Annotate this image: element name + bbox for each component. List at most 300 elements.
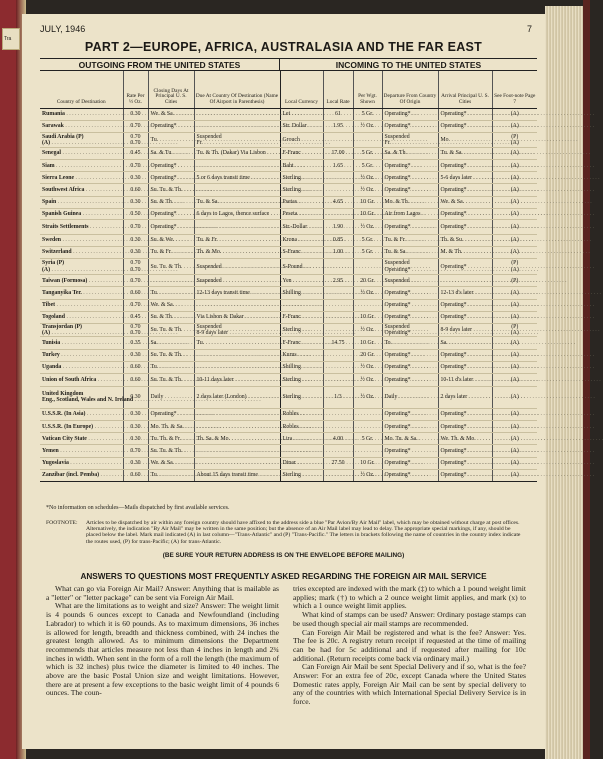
cell-departure: Air from Lagos . . . [382, 208, 438, 219]
cell-closing: Tu. Th. & Fr. . . . [148, 433, 194, 445]
cell-rate: 0.70 0.70 [123, 132, 148, 147]
cell-departure: Operating* . . . [382, 311, 438, 323]
cell-footnote: (A) [492, 421, 537, 433]
table-row [40, 408, 537, 420]
table-row [40, 132, 537, 147]
cell-departure: Operating* . . . [382, 120, 438, 132]
cell-country: Zanzibar (incl. Pemba) . . . [40, 469, 123, 481]
incoming-header: INCOMING TO THE UNITED STATES [280, 59, 537, 71]
cell-due: Suspended 8-9 days later . . . [194, 323, 280, 336]
cell-rate: 0.70 [123, 120, 148, 132]
cell-rate: 0.30 [123, 433, 148, 445]
answer-paragraph: tries excepted are indexed with the mark (‡) to which a 1 pound weight limit applies; mark (†) to which a 2 ounce weight limit applies, and mark (x) to which a 1 ounce weight limit applies. [293, 584, 526, 611]
cell-due: 12-13 days transit time . . . [194, 287, 280, 299]
cell-local-rate: 4.65 [323, 196, 353, 208]
answer-paragraph: What can go via Foreign Air Mail? Answer: Anything that is mailable as a "letter" or "letter package" can be sent via Foreign Air Mail. [46, 584, 279, 602]
cell-footnote: (A) [492, 408, 537, 420]
cell-rate: 0.45 [123, 147, 148, 159]
table-row [40, 457, 537, 469]
cell-currency: Grouch . . . [280, 132, 323, 147]
table-row [40, 120, 537, 132]
cell-arrival: 8-9 days later . . . [438, 323, 492, 336]
cell-per-wgt: 5 Gr. [353, 234, 382, 246]
cell-departure: Operating* . . . [382, 349, 438, 361]
cell-country: Spanish Guinea . . . [40, 208, 123, 219]
cell-closing: Su. Tu. & Th. . . . [148, 323, 194, 336]
cell-currency: Robles . . . [280, 421, 323, 433]
cell-country: Straits Settlements . . . [40, 219, 123, 234]
cell-currency: F-Franc . . . [280, 147, 323, 159]
cell-per-wgt: 5 Gr. [353, 147, 382, 159]
cell-closing: Operating* . . . [148, 160, 194, 172]
cell-rate: 0.60 [123, 373, 148, 386]
cell-due [194, 457, 280, 469]
cell-rate: 0.30 [123, 349, 148, 361]
cell-closing: Su. Tu. & Th. . . . [148, 184, 194, 196]
cell-arrival: 5-6 days later . . . [438, 172, 492, 184]
cell-arrival: Operating* . . . [438, 259, 492, 275]
col-currency: Local Currency [280, 71, 323, 108]
cell-arrival: Operating* . . . [438, 445, 492, 457]
cell-country: Spain . . . [40, 196, 123, 208]
cell-rate: 0.70 0.70 [123, 323, 148, 336]
cell-departure: Operating* . . . [382, 421, 438, 433]
cell-arrival: Mo. . . . [438, 132, 492, 147]
cell-closing: Operating* . . . [148, 408, 194, 420]
table-row [40, 108, 537, 120]
cell-local-rate: 1.65 [323, 160, 353, 172]
cell-closing: Operating* . . . [148, 208, 194, 219]
col-departure: Departure From Country Of Origin [382, 71, 438, 108]
cell-per-wgt: 10 Gr. [353, 457, 382, 469]
cell-closing: Operating* . . . [148, 219, 194, 234]
cell-arrival: Operating* . . . [438, 408, 492, 420]
cell-currency: Str.-Dollar . . . [280, 219, 323, 234]
cell-per-wgt: 5 Gr. [353, 433, 382, 445]
cell-arrival: Tu. & Sa. . . . [438, 147, 492, 159]
cell-rate: 0.70 [123, 445, 148, 457]
cell-closing: Tu. . . . [148, 469, 194, 481]
table-row [40, 287, 537, 299]
cell-local-rate: 1.00 [323, 247, 353, 259]
cell-currency: Str. Dollar . . . [280, 120, 323, 132]
cell-closing: Tu. . . . [148, 361, 194, 373]
cell-departure: Operating* . . . [382, 108, 438, 120]
cell-local-rate: 1.95 [323, 120, 353, 132]
cell-currency: F-Franc . . . [280, 311, 323, 323]
cell-country: U.S.S.R. (In Asia) . . . [40, 408, 123, 420]
cell-local-rate: 27.50 [323, 457, 353, 469]
cell-country: Uganda . . . [40, 361, 123, 373]
cell-footnote: (A) [492, 361, 537, 373]
cell-footnote: (A) [492, 184, 537, 196]
cell-footnote: (A) [492, 433, 537, 445]
cell-country: Sarawak . . . [40, 120, 123, 132]
page-title: PART 2—EUROPE, AFRICA, AUSTRALASIA AND THE FAR EAST [84, 40, 483, 54]
cell-closing: Su. Tu. & Th. . . . [148, 349, 194, 361]
table-row [40, 196, 537, 208]
cell-due [194, 184, 280, 196]
cell-closing: Su. Tu. & Th. . . . [148, 445, 194, 457]
cell-due [194, 361, 280, 373]
table-row [40, 311, 537, 323]
answer-paragraph: What are the limitations as to weight and size? Answer: The weight limit is 4 pounds 6 ounces except to Canada and Newfoundland (including Labrador) to which it is 60 pounds. As to maximum dimensions, 36 inches is allowed for length, breadth and thickness combined, with 24 inches the greatest length allowed. As to minimum dimensions the Department recommends that articles measure not less than 4 inches in length and 2¾ inches in width. When sent in the form of a roll the length (the maximum of which is 32 inches) plus twice the diameter is limited to 40 inches. The above are the basic Postal Union size and weight limitations. However, there are at present a few exceptions to the basic weight limit of 4 pounds 6 ounces. The coun- [46, 601, 279, 698]
return-address-note: (BE SURE YOUR RETURN ADDRESS IS ON THE ENVELOPE BEFORE MAILING) [162, 552, 405, 559]
table-row [40, 147, 537, 159]
outgoing-header: OUTGOING FROM THE UNITED STATES [40, 59, 280, 71]
cell-closing: Daily . . . [148, 386, 194, 408]
cell-closing: Tu. . . . [148, 287, 194, 299]
table-row [40, 160, 537, 172]
table-row [40, 433, 537, 445]
col-per-wgt: Per Wgt. Shown [353, 71, 382, 108]
cell-departure: Operating* . . . [382, 373, 438, 386]
cell-due: Suspended . . . [194, 259, 280, 275]
cell-due: Tu. . . . [194, 337, 280, 349]
cell-currency: Sterling . . . [280, 373, 323, 386]
cell-rate: 0.30 [123, 196, 148, 208]
col-closing: Closing Days At Principal U. S. Cities [148, 71, 194, 108]
cell-local-rate: 4.00 [323, 433, 353, 445]
cell-footnote: (A) [492, 160, 537, 172]
cell-footnote: (P) (A) [492, 132, 537, 147]
cell-closing: Sa. . . . [148, 337, 194, 349]
cell-country: U.S.S.R. (In Europe) . . . [40, 421, 123, 433]
cell-footnote: (A) [492, 208, 537, 219]
cell-rate: 0.35 [123, 337, 148, 349]
cell-rate: 0.30 [123, 457, 148, 469]
col-rate: Rate Per ½ Oz. [123, 71, 148, 108]
cell-arrival: Operating* . . . [438, 160, 492, 172]
cell-currency: Psetas . . . [280, 196, 323, 208]
cell-due [194, 445, 280, 457]
cell-due: Tu. & Fr. . . . [194, 234, 280, 246]
cell-closing: Su. & We. . . . [148, 234, 194, 246]
cell-footnote: (A) [492, 247, 537, 259]
section-headers [40, 59, 537, 71]
answers-col-right [293, 585, 526, 707]
cell-per-wgt: ½ Oz. [353, 120, 382, 132]
cell-local-rate: 1.90 [323, 219, 353, 234]
cell-footnote: (A) [492, 219, 537, 234]
cell-departure: Operating* . . . [382, 172, 438, 184]
cell-currency: Baht . . . [280, 160, 323, 172]
cell-country: Union of South Africa . . . [40, 373, 123, 386]
cell-currency [280, 445, 323, 457]
cell-closing: We. & Sa. . . . [148, 457, 194, 469]
cell-arrival: We. Th. & Mo. . . . [438, 433, 492, 445]
cell-closing: We. & Sa. . . . [148, 108, 194, 120]
cell-country: Tanganyika Ter. . . . [40, 287, 123, 299]
cell-departure: Operating* . . . [382, 184, 438, 196]
cell-arrival: Operating* . . . [438, 219, 492, 234]
cell-footnote: (A) [492, 108, 537, 120]
cell-departure: To. . . . [382, 337, 438, 349]
cell-local-rate: 1/3 [323, 386, 353, 408]
answers-title: ANSWERS TO QUESTIONS MOST FREQUENTLY ASKED REGARDING THE FOREIGN AIR MAIL SERVICE [80, 572, 487, 581]
cell-currency: Lei . . . [280, 108, 323, 120]
cell-rate: 0.60 [123, 287, 148, 299]
cell-currency: Peseta . . . [280, 208, 323, 219]
cell-rate: 0.30 [123, 386, 148, 408]
cell-footnote: (A) [492, 386, 537, 408]
cell-footnote: (A) [492, 373, 537, 386]
cell-footnote: (A) [492, 287, 537, 299]
cell-currency: Sterling . . . [280, 172, 323, 184]
cell-closing: Tu. . . . [148, 132, 194, 147]
cell-currency: Krona . . . [280, 234, 323, 246]
footnote-label: FOOTNOTE: [46, 520, 78, 526]
cell-country: Tibet . . . [40, 299, 123, 311]
cell-due [194, 219, 280, 234]
cell-currency: Robles . . . [280, 408, 323, 420]
cell-arrival: Operating* . . . [438, 184, 492, 196]
cell-footnote: (A) [492, 234, 537, 246]
cell-due: Th. Sa. & Mo. . . . [194, 433, 280, 445]
cell-country: Turkey . . . [40, 349, 123, 361]
cell-footnote: (A) [492, 299, 537, 311]
cell-arrival [438, 275, 492, 287]
table-row [40, 208, 537, 219]
cell-currency [280, 299, 323, 311]
cell-currency: S-Franc . . . [280, 247, 323, 259]
table-row [40, 386, 537, 408]
cell-arrival: Operating* . . . [438, 208, 492, 219]
cell-footnote: (P) [492, 275, 537, 287]
cell-due [194, 160, 280, 172]
cell-arrival: Operating* . . . [438, 457, 492, 469]
cell-arrival: Operating* . . . [438, 349, 492, 361]
table-row [40, 219, 537, 234]
cell-footnote: (P) (A) [492, 323, 537, 336]
cell-due: 2 days later (London) . . . [194, 386, 280, 408]
cell-rate: 0.70 [123, 219, 148, 234]
cell-departure: Operating* . . . [382, 408, 438, 420]
cell-per-wgt: ½ Oz. [353, 172, 382, 184]
cell-footnote: (A) [492, 311, 537, 323]
cell-arrival: 10-11 d's later . . . [438, 373, 492, 386]
col-due: Due At Country Of Destination (Name Of Airport in Parenthesis) [194, 71, 280, 108]
cell-country: Syria (P) (A) . . . [40, 259, 123, 275]
cell-per-wgt: 5 Gr. [353, 108, 382, 120]
cell-due [194, 108, 280, 120]
cell-closing [148, 275, 194, 287]
cell-arrival: Operating* . . . [438, 469, 492, 481]
cell-departure: Tu. & Sa. . . . [382, 247, 438, 259]
cell-due: Suspended Fr. . . . [194, 132, 280, 147]
cell-closing: Mo. Th. & Sa. . . . [148, 421, 194, 433]
cell-per-wgt: ½ Oz. [353, 219, 382, 234]
cell-due: Tu. & Th. (Dakar) Via Lisbon . . . [194, 147, 280, 159]
col-arrival: Arrival Principal U. S. Cities [438, 71, 492, 108]
cell-closing: Operating* . . . [148, 172, 194, 184]
cell-arrival: Th. & Su. . . . [438, 234, 492, 246]
cell-closing: Sa. & Tu. . . . [148, 147, 194, 159]
cell-arrival: Operating* . . . [438, 108, 492, 120]
cell-country: Transjordan (P) (A) . . . [40, 323, 123, 336]
cell-footnote: (A) [492, 172, 537, 184]
cell-country: Saudi Arabia (P) (A) . . . [40, 132, 123, 147]
cell-departure: Tu. & Fr. . . . [382, 234, 438, 246]
cell-local-rate: 2.95 [323, 275, 353, 287]
cell-per-wgt: ½ Oz. [353, 184, 382, 196]
cell-per-wgt: 10 Gr. [353, 208, 382, 219]
cell-rate: 0.30 [123, 421, 148, 433]
answer-paragraph: Can Foreign Air Mail be registered and what is the fee? Answer: Yes. The fee is 20c. A registry return receipt if requested at the time of mailing can be had for 5c additional and if requested after mailing for 10c additional. (Return receipts come back via ordinary mail.) [293, 627, 526, 663]
cell-departure: Operating* . . . [382, 287, 438, 299]
cell-rate: 0.60 [123, 469, 148, 481]
cell-arrival: Operating* . . . [438, 120, 492, 132]
cell-closing: Su. & Th. . . . [148, 196, 194, 208]
cell-closing: Operating* . . . [148, 120, 194, 132]
star-note: *No information on schedules—Mails dispatched by first available services. [46, 505, 230, 511]
cell-departure: Operating* . . . [382, 469, 438, 481]
cell-rate: 0.30 [123, 408, 148, 420]
page-header-date: JULY, 1946 [40, 24, 86, 34]
answer-paragraph: Can Foreign Air Mail be sent Special Delivery and if so, what is the fee? Answer: For an extra fee of 20c, except Canada where the United States Domestic rates apply, Foreign Air Mail can be sent by special delivery to any of the countries with which International Special Delivery Service is in force. [293, 662, 526, 707]
cell-currency: Sterling . . . [280, 469, 323, 481]
answers-columns [46, 585, 526, 707]
cell-footnote: (A) [492, 120, 537, 132]
cell-rate: 0.30 [123, 247, 148, 259]
cell-arrival: 12-13 d's later . . . [438, 287, 492, 299]
table-row [40, 247, 537, 259]
cell-departure: Suspended Operating* . . . [382, 323, 438, 336]
table-row [40, 445, 537, 457]
cell-footnote: (A) [492, 147, 537, 159]
cell-rate: 0.70 0.70 [123, 259, 148, 275]
footnote-block [46, 520, 526, 545]
cell-currency: Sterling . . . [280, 386, 323, 408]
table-row [40, 259, 537, 275]
cell-country: Tunisia . . . [40, 337, 123, 349]
cell-per-wgt: ½ Oz. [353, 323, 382, 336]
table-row [40, 349, 537, 361]
cell-currency: Shilling . . . [280, 361, 323, 373]
cell-due [194, 299, 280, 311]
answers-col-left [46, 585, 279, 707]
cell-country: Southwest Africa . . . [40, 184, 123, 196]
cell-rate: 0.60 [123, 184, 148, 196]
cell-departure: Mo. & Th. . . . [382, 196, 438, 208]
cell-arrival: Operating* . . . [438, 299, 492, 311]
document-page [22, 14, 545, 749]
cell-footnote: (A) [492, 457, 537, 469]
cell-departure: Sa. & Th. . . . [382, 147, 438, 159]
cell-arrival: We. & Sa. . . . [438, 196, 492, 208]
table-row [40, 337, 537, 349]
cell-country: Yemen . . . [40, 445, 123, 457]
cell-currency: Sterling . . . [280, 323, 323, 336]
cell-per-wgt: ½ Oz. [353, 469, 382, 481]
cell-rate: 0.50 [123, 208, 148, 219]
cell-due: Tu. & Sa. . . . [194, 196, 280, 208]
cell-footnote: (A) [492, 337, 537, 349]
table-row [40, 172, 537, 184]
cell-due: Suspended . . . [194, 275, 280, 287]
cell-due: 6 days to Lagos, thence surface . . . [194, 208, 280, 219]
cell-departure: Operating* . . . [382, 299, 438, 311]
cell-per-wgt: 10 Gr. [353, 196, 382, 208]
cell-rate: 0.70 [123, 160, 148, 172]
cell-departure: Operating* . . . [382, 445, 438, 457]
cell-departure: Operating* . . . [382, 160, 438, 172]
col-local-rate: Local Rate [323, 71, 353, 108]
cell-per-wgt: 20 Gr. [353, 349, 382, 361]
table-row [40, 361, 537, 373]
cell-departure: Operating* . . . [382, 457, 438, 469]
cell-closing: Su. & Th. . . . [148, 311, 194, 323]
table-row [40, 373, 537, 386]
cell-arrival: Sa. . . . [438, 337, 492, 349]
cell-country: Siam . . . [40, 160, 123, 172]
cell-footnote: (A) [492, 445, 537, 457]
page-number: 7 [527, 24, 533, 34]
cell-local-rate: 61 [323, 108, 353, 120]
cell-per-wgt: 10 Gr. [353, 337, 382, 349]
cell-currency: Kurus . . . [280, 349, 323, 361]
cell-arrival: 2 days later . . . [438, 386, 492, 408]
cell-footnote: (A) [492, 469, 537, 481]
air-mail-table [40, 71, 537, 482]
cell-arrival: M. & Th. . . . [438, 247, 492, 259]
cell-departure: Operating* . . . [382, 361, 438, 373]
cell-departure: Suspended Operating* . . . [382, 259, 438, 275]
table-row [40, 323, 537, 336]
cell-due [194, 349, 280, 361]
cell-rate: 0.45 [123, 311, 148, 323]
cell-departure: Daily . . . [382, 386, 438, 408]
cell-country: Togoland . . . [40, 311, 123, 323]
cell-closing: Su. Tu. & Th. . . . [148, 259, 194, 275]
cell-local-rate: 17.00 [323, 147, 353, 159]
cell-closing: Su. Tu. & Th. . . . [148, 373, 194, 386]
cell-currency: Yen . . . [280, 275, 323, 287]
cell-country: Rumania . . . [40, 108, 123, 120]
cell-due: Th. & Mo. . . . [194, 247, 280, 259]
cell-due [194, 421, 280, 433]
cell-country: United Kingdom Eng., Scotland, Wales and N. Ireland . . . [40, 386, 123, 408]
cell-rate: 0.30 [123, 234, 148, 246]
footnote-text: Articles to be dispatched by air within any foreign country should have affixed to the address side a blue "Par Avion/By Air Mail" label, which may be obtained without charge at post offices. Alternatively, the indication "By Air Mail" may be written in the same position; but the absence of an Air Mail label may lead to delay. The appropriate special markings, if any, should be placed below the label. Mark mail indicated (A) in last column—"Trans-Atlantic" and (P) "Trans-Pacific." The letters in brackets following the name of countries in the country index indicate the routes used, (P) for trans-Pacific; (A) for trans-Atlantic. [86, 520, 521, 545]
cell-per-wgt: ½ Oz. [353, 361, 382, 373]
table-row [40, 421, 537, 433]
cell-rate: 0.30 [123, 172, 148, 184]
cell-per-wgt: 5 Gr. [353, 247, 382, 259]
cell-closing: Tu. & Fr. . . . [148, 247, 194, 259]
cell-rate: 0.70 [123, 299, 148, 311]
cell-per-wgt: 5 Gr. [353, 160, 382, 172]
cell-country: Vatican City State . . . [40, 433, 123, 445]
cell-departure: Operating* . . . [382, 219, 438, 234]
col-country: Country of Destination [40, 71, 123, 108]
cell-footnote: (P) (A) [492, 259, 537, 275]
cell-per-wgt: ½ Oz. [353, 386, 382, 408]
cell-due [194, 120, 280, 132]
cell-arrival: Operating* . . . [438, 311, 492, 323]
cell-closing: We. & Sa. . . . [148, 299, 194, 311]
table-row [40, 469, 537, 481]
cell-country: Sierra Leone . . . [40, 172, 123, 184]
cell-currency: S-Pound . . . [280, 259, 323, 275]
cell-per-wgt: ½ Oz. [353, 373, 382, 386]
cell-currency: F-Franc . . . [280, 337, 323, 349]
cell-per-wgt: 10 Gr. [353, 311, 382, 323]
index-tab [2, 28, 20, 50]
cell-due: Via Lisbon & Dakar . . . [194, 311, 280, 323]
cell-rate: 0.30 [123, 108, 148, 120]
cell-currency: Dinar . . . [280, 457, 323, 469]
